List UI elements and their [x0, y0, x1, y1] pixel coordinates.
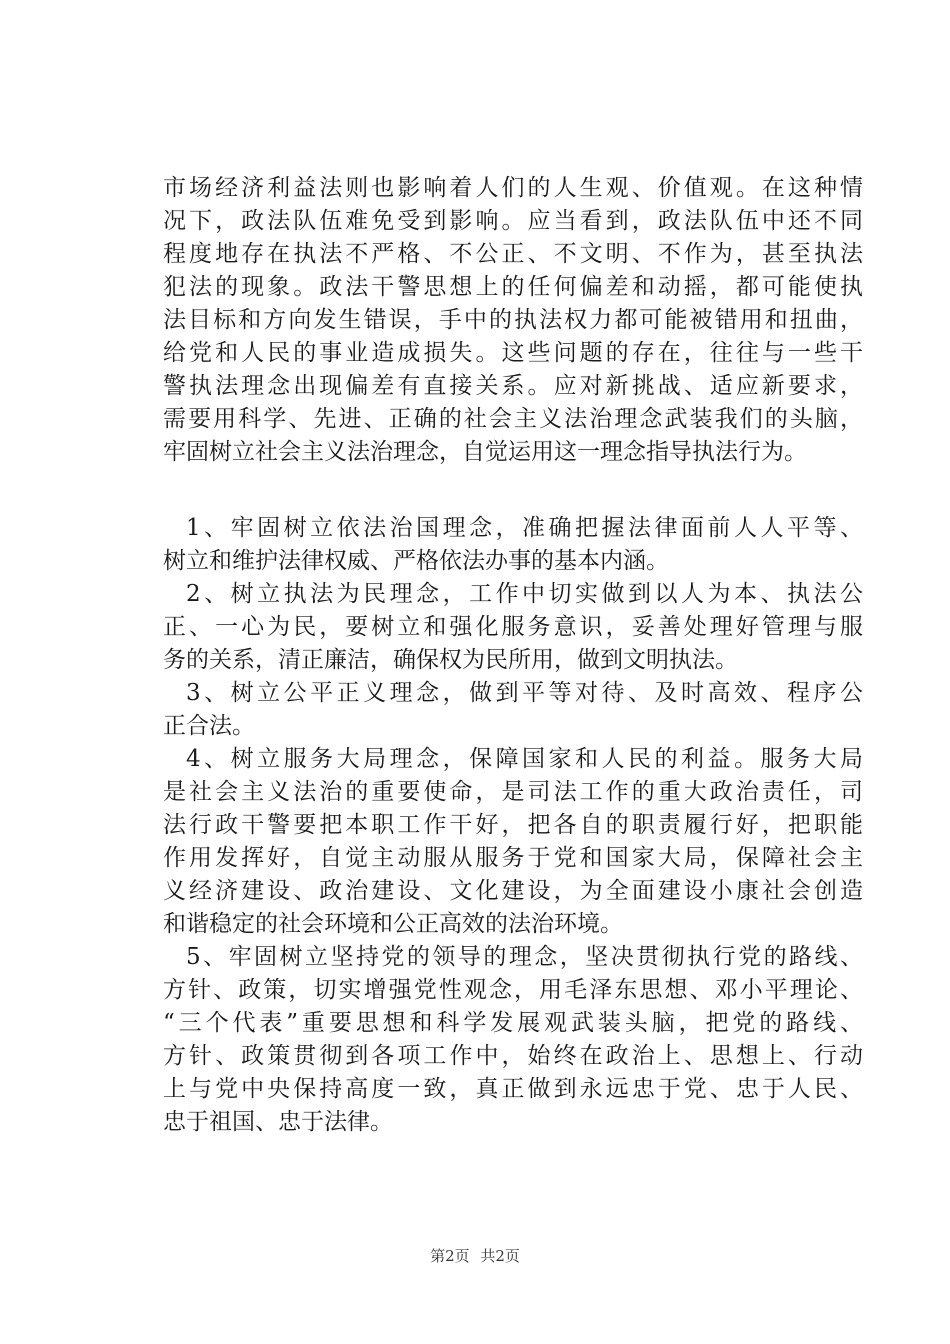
paragraph-line: 和谐稳定的社会环境和公正高效的法治环境。: [163, 911, 623, 937]
paragraph-line: 方针、政策贯彻到各项工作中，始终在政治上、思想上、行动: [163, 1043, 863, 1069]
list-item-4: [163, 743, 863, 941]
paragraph-line: 警执法理念出现偏差有直接关系。应对新挑战、适应新要求，: [163, 373, 863, 399]
paragraph-line: 给党和人民的事业造成损失。这些问题的存在，往往与一些干: [163, 340, 863, 366]
list-item-2: [163, 578, 863, 677]
paragraph-line: 1、牢固树立依法治国理念，准确把握法律面前人人平等、: [186, 515, 863, 541]
paragraph-line: 上与党中央保持高度一致，真正做到永远忠于党、忠于人民、: [163, 1076, 863, 1102]
paragraph-line: 正、一心为民，要树立和强化服务意识，妥善处理好管理与服: [163, 614, 863, 640]
paragraph-line: “三个代表”重要思想和科学发展观武装头脑，把党的路线、: [163, 1010, 863, 1036]
paragraph-line: 需要用科学、先进、正确的社会主义法治理念武装我们的头脑，: [163, 406, 863, 432]
list-item-1: [163, 512, 863, 578]
page-footer: [0, 1245, 950, 1266]
paragraph-line: 4、树立服务大局理念，保障国家和人民的利益。服务大局: [186, 746, 863, 772]
list-item-5: [163, 941, 863, 1139]
page-total: 共2页: [480, 1247, 520, 1265]
document-body: [163, 172, 863, 1139]
paragraph-line: 5、牢固树立坚持党的领导的理念，坚决贯彻执行党的路线、: [186, 944, 863, 970]
paragraph-line: 作用发挥好，自觉主动服从服务于党和国家大局，保障社会主: [163, 845, 863, 871]
paragraph-line: 2、树立执法为民理念，工作中切实做到以人为本、执法公: [186, 581, 863, 607]
paragraph-line: 犯法的现象。政法干警思想上的任何偏差和动摇，都可能使执: [163, 274, 863, 300]
paragraph-line: 务的关系，清正廉洁，确保权为民所用，做到文明执法。: [163, 647, 738, 673]
paragraph-line: 法目标和方向发生错误，手中的执法权力都可能被错用和扭曲，: [163, 307, 863, 333]
paragraph-line: 树立和维护法律权威、严格依法办事的基本内涵。: [163, 548, 669, 574]
paragraph-line: 义经济建设、政治建设、文化建设，为全面建设小康社会创造: [163, 878, 863, 904]
paragraph-line: 是社会主义法治的重要使命，是司法工作的重大政治责任，司: [163, 779, 863, 805]
paragraph-line: 程度地存在执法不严格、不公正、不文明、不作为，甚至执法: [163, 241, 863, 267]
paragraph-line: 方针、政策，切实增强党性观念，用毛泽东思想、邓小平理论、: [163, 977, 863, 1003]
intro-paragraph: [163, 172, 863, 469]
paragraph-line: 牢固树立社会主义法治理念，自觉运用这一理念指导执法行为。: [163, 439, 807, 465]
paragraph-line: 况下，政法队伍难免受到影响。应当看到，政法队伍中还不同: [163, 208, 863, 234]
list-item-3: [163, 677, 863, 743]
page-number: 第2页: [430, 1247, 470, 1265]
paragraph-line: 正合法。: [163, 713, 255, 739]
paragraph-line: 市场经济利益法则也影响着人们的人生观、价值观。在这种情: [163, 175, 863, 201]
paragraph-line: 3、树立公平正义理念，做到平等对待、及时高效、程序公: [186, 680, 863, 706]
paragraph-line: 法行政干警要把本职工作干好，把各自的职责履行好，把职能: [163, 812, 863, 838]
paragraph-line: 忠于祖国、忠于法律。: [163, 1109, 393, 1135]
paragraph-spacer: [163, 469, 863, 512]
